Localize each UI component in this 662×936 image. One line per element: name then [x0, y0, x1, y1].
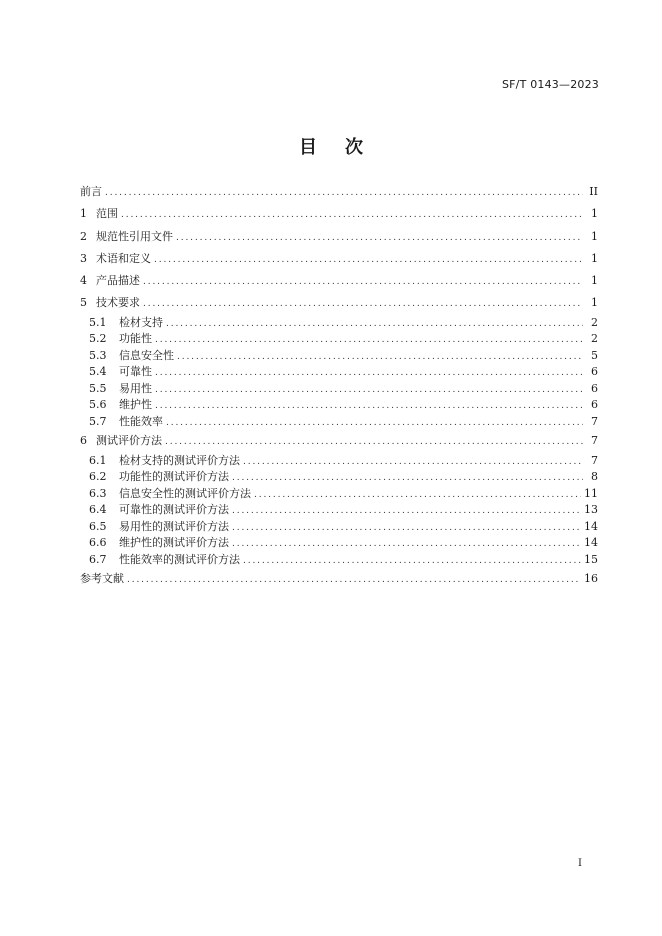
- toc-entry[interactable]: [80, 331, 598, 348]
- toc-entry-page: 14: [584, 536, 598, 550]
- toc-entry-page: 6: [591, 381, 598, 395]
- toc-leader-dots: [143, 271, 583, 293]
- toc-entry-label: 信息安全性的测试评价方法: [119, 486, 251, 500]
- toc-entry-label: 检材支持的测试评价方法: [119, 453, 240, 467]
- toc-entry-page: 1: [591, 274, 598, 288]
- toc-leader-dots: [143, 293, 583, 315]
- toc-leader-dots: [127, 569, 581, 591]
- toc-entry-number: 5.3: [89, 348, 107, 362]
- toc-entry-page: 1: [591, 251, 598, 265]
- toc-leader-dots: [155, 382, 583, 399]
- toc-entry-page: 11: [584, 486, 598, 500]
- toc-leader-dots: [121, 204, 583, 226]
- toc-entry-number: 1: [80, 207, 87, 221]
- toc-leader-dots: [254, 487, 581, 504]
- toc-entry-label: 检材支持: [119, 315, 163, 329]
- toc-entry[interactable]: [80, 568, 598, 590]
- toc-entry-label: 功能性: [119, 332, 152, 346]
- toc-entry-label: 功能性的测试评价方法: [119, 470, 229, 484]
- toc-leader-dots: [232, 470, 583, 487]
- toc-entry-label: 规范性引用文件: [96, 229, 173, 243]
- toc-leader-dots: [155, 398, 583, 415]
- toc-leader-dots: [155, 365, 583, 382]
- toc-entry-page: 1: [591, 207, 598, 221]
- toc-entry[interactable]: [80, 535, 598, 552]
- page-title: 目次: [299, 137, 391, 158]
- toc-entry[interactable]: [80, 292, 598, 314]
- toc-leader-dots: [154, 249, 583, 271]
- toc-leader-dots: [243, 454, 583, 471]
- toc-leader-dots: [232, 520, 581, 537]
- toc-entry-page: 6: [591, 365, 598, 379]
- toc-entry-page: 15: [584, 552, 598, 566]
- toc-entry[interactable]: [80, 469, 598, 486]
- toc-entry[interactable]: [80, 226, 598, 248]
- toc-entry-label: 前言: [80, 185, 102, 198]
- toc-entry-number: 6.6: [89, 536, 107, 550]
- toc-entry-number: 6.1: [89, 453, 107, 467]
- toc-entry-number: 4: [80, 274, 87, 288]
- toc-leader-dots: [232, 536, 581, 553]
- toc-entry-label: 测试评价方法: [96, 434, 162, 448]
- toc-entry[interactable]: [80, 552, 598, 569]
- toc-entry-label: 技术要求: [96, 296, 140, 310]
- toc-entry-number: 6: [80, 434, 87, 448]
- toc-entry-label: 维护性: [119, 398, 152, 412]
- toc-entry-number: 6.3: [89, 486, 107, 500]
- toc-entry-page: 1: [591, 296, 598, 310]
- toc-entry-number: 5.2: [89, 332, 107, 346]
- toc-entry-number: 5: [80, 296, 87, 310]
- toc-entry[interactable]: [80, 348, 598, 365]
- toc-entry-number: 5.5: [89, 381, 107, 395]
- footer-page-number: I: [578, 858, 582, 869]
- toc-entry-number: 5.6: [89, 398, 107, 412]
- toc-entry[interactable]: [80, 181, 598, 203]
- toc-entry-page: 13: [584, 503, 598, 517]
- toc-entry-page: 5: [591, 348, 598, 362]
- toc-entry-page: 7: [591, 414, 598, 428]
- document-id: SF/T 0143—2023: [501, 78, 599, 91]
- toc-entry-page: 14: [584, 519, 598, 533]
- toc-entry-number: 6.4: [89, 503, 107, 517]
- toc-entry[interactable]: [80, 519, 598, 536]
- toc-entry-label: 参考文献: [80, 572, 124, 586]
- toc-entry-label: 范围: [96, 207, 118, 221]
- toc-entry[interactable]: [80, 414, 598, 431]
- toc-entry-page: 6: [591, 398, 598, 412]
- toc-entry[interactable]: [80, 430, 598, 452]
- toc-entry[interactable]: [80, 397, 598, 414]
- toc-entry-number: 6.7: [89, 552, 107, 566]
- toc-leader-dots: [165, 431, 583, 453]
- toc-leader-dots: [177, 349, 583, 366]
- toc-entry[interactable]: [80, 270, 598, 292]
- toc-entry-label: 产品描述: [96, 274, 140, 288]
- toc-entry[interactable]: [80, 315, 598, 332]
- toc-entry-page: 2: [591, 315, 598, 329]
- toc-entry-label: 性能效率的测试评价方法: [119, 552, 240, 566]
- toc-leader-dots: [243, 553, 581, 570]
- toc-entry-label: 性能效率: [119, 414, 163, 428]
- toc-entry-label: 维护性的测试评价方法: [119, 536, 229, 550]
- toc-entry-number: 5.4: [89, 365, 107, 379]
- table-of-contents: [80, 181, 598, 590]
- toc-leader-dots: [105, 182, 583, 204]
- toc-entry[interactable]: [80, 486, 598, 503]
- toc-entry-page: 16: [584, 572, 598, 586]
- toc-entry-page: 2: [591, 332, 598, 346]
- toc-entry-page: 8: [591, 470, 598, 484]
- toc-leader-dots: [166, 316, 583, 333]
- toc-entry[interactable]: [80, 203, 598, 225]
- toc-entry[interactable]: [80, 502, 598, 519]
- toc-entry-label: 易用性: [119, 381, 152, 395]
- toc-leader-dots: [176, 227, 583, 249]
- toc-leader-dots: [232, 503, 581, 520]
- toc-entry[interactable]: [80, 381, 598, 398]
- toc-leader-dots: [155, 332, 583, 349]
- toc-entry[interactable]: [80, 248, 598, 270]
- toc-entry[interactable]: [80, 364, 598, 381]
- toc-entry-number: 2: [80, 229, 87, 243]
- toc-entry-page: II: [589, 185, 598, 198]
- toc-entry[interactable]: [80, 453, 598, 470]
- toc-entry-label: 可靠性: [119, 365, 152, 379]
- toc-entry-page: 7: [591, 434, 598, 448]
- toc-entry-number: 5.1: [89, 315, 107, 329]
- toc-leader-dots: [166, 415, 583, 432]
- toc-entry-label: 术语和定义: [96, 251, 151, 265]
- toc-entry-number: 6.2: [89, 470, 107, 484]
- toc-entry-number: 6.5: [89, 519, 107, 533]
- toc-entry-label: 信息安全性: [119, 348, 174, 362]
- toc-entry-page: 7: [591, 453, 598, 467]
- toc-entry-label: 易用性的测试评价方法: [119, 519, 229, 533]
- toc-entry-number: 5.7: [89, 414, 107, 428]
- toc-entry-label: 可靠性的测试评价方法: [119, 503, 229, 517]
- toc-entry-page: 1: [591, 229, 598, 243]
- toc-entry-number: 3: [80, 251, 87, 265]
